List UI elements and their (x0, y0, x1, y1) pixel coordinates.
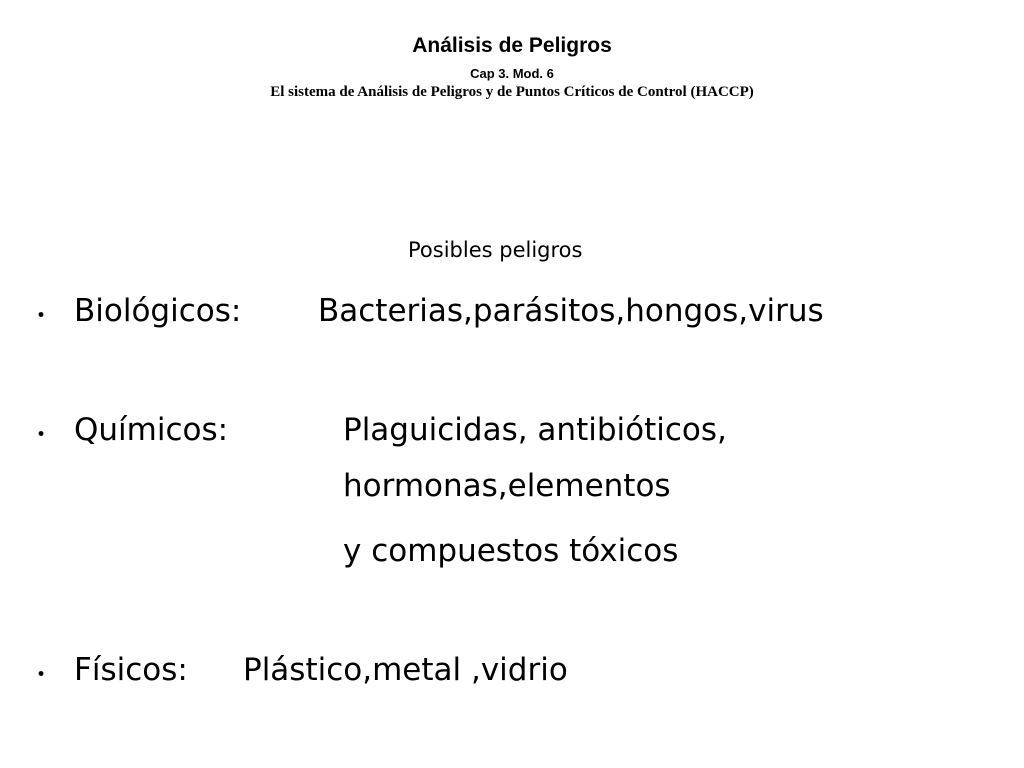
hazard-label-chemical: Químicos: (74, 412, 229, 448)
bullet-icon: ・ (30, 423, 53, 448)
bullet-icon: ・ (30, 304, 53, 329)
hazard-detail-chemical-3: y compuestos tóxicos (343, 533, 679, 569)
system-description: El sistema de Análisis de Peligros y de Puntos Críticos de Control (HACCP) (270, 84, 754, 100)
section-heading: Posibles peligros (408, 238, 583, 262)
hazard-detail-chemical-2: hormonas,elementos (343, 468, 671, 504)
hazard-detail-chemical-1: Plaguicidas, antibióticos, (343, 412, 727, 448)
hazard-label-biological: Biológicos: (74, 293, 242, 329)
slide-title: Análisis de Peligros (412, 34, 612, 57)
slide-subtitle: Cap 3. Mod. 6 (470, 66, 554, 81)
hazard-detail-biological: Bacterias,parásitos,hongos,virus (318, 293, 824, 329)
hazard-detail-physical: Plástico,metal ,vidrio (243, 652, 568, 688)
hazard-label-physical: Físicos: (74, 652, 188, 688)
bullet-icon: ・ (30, 663, 53, 688)
